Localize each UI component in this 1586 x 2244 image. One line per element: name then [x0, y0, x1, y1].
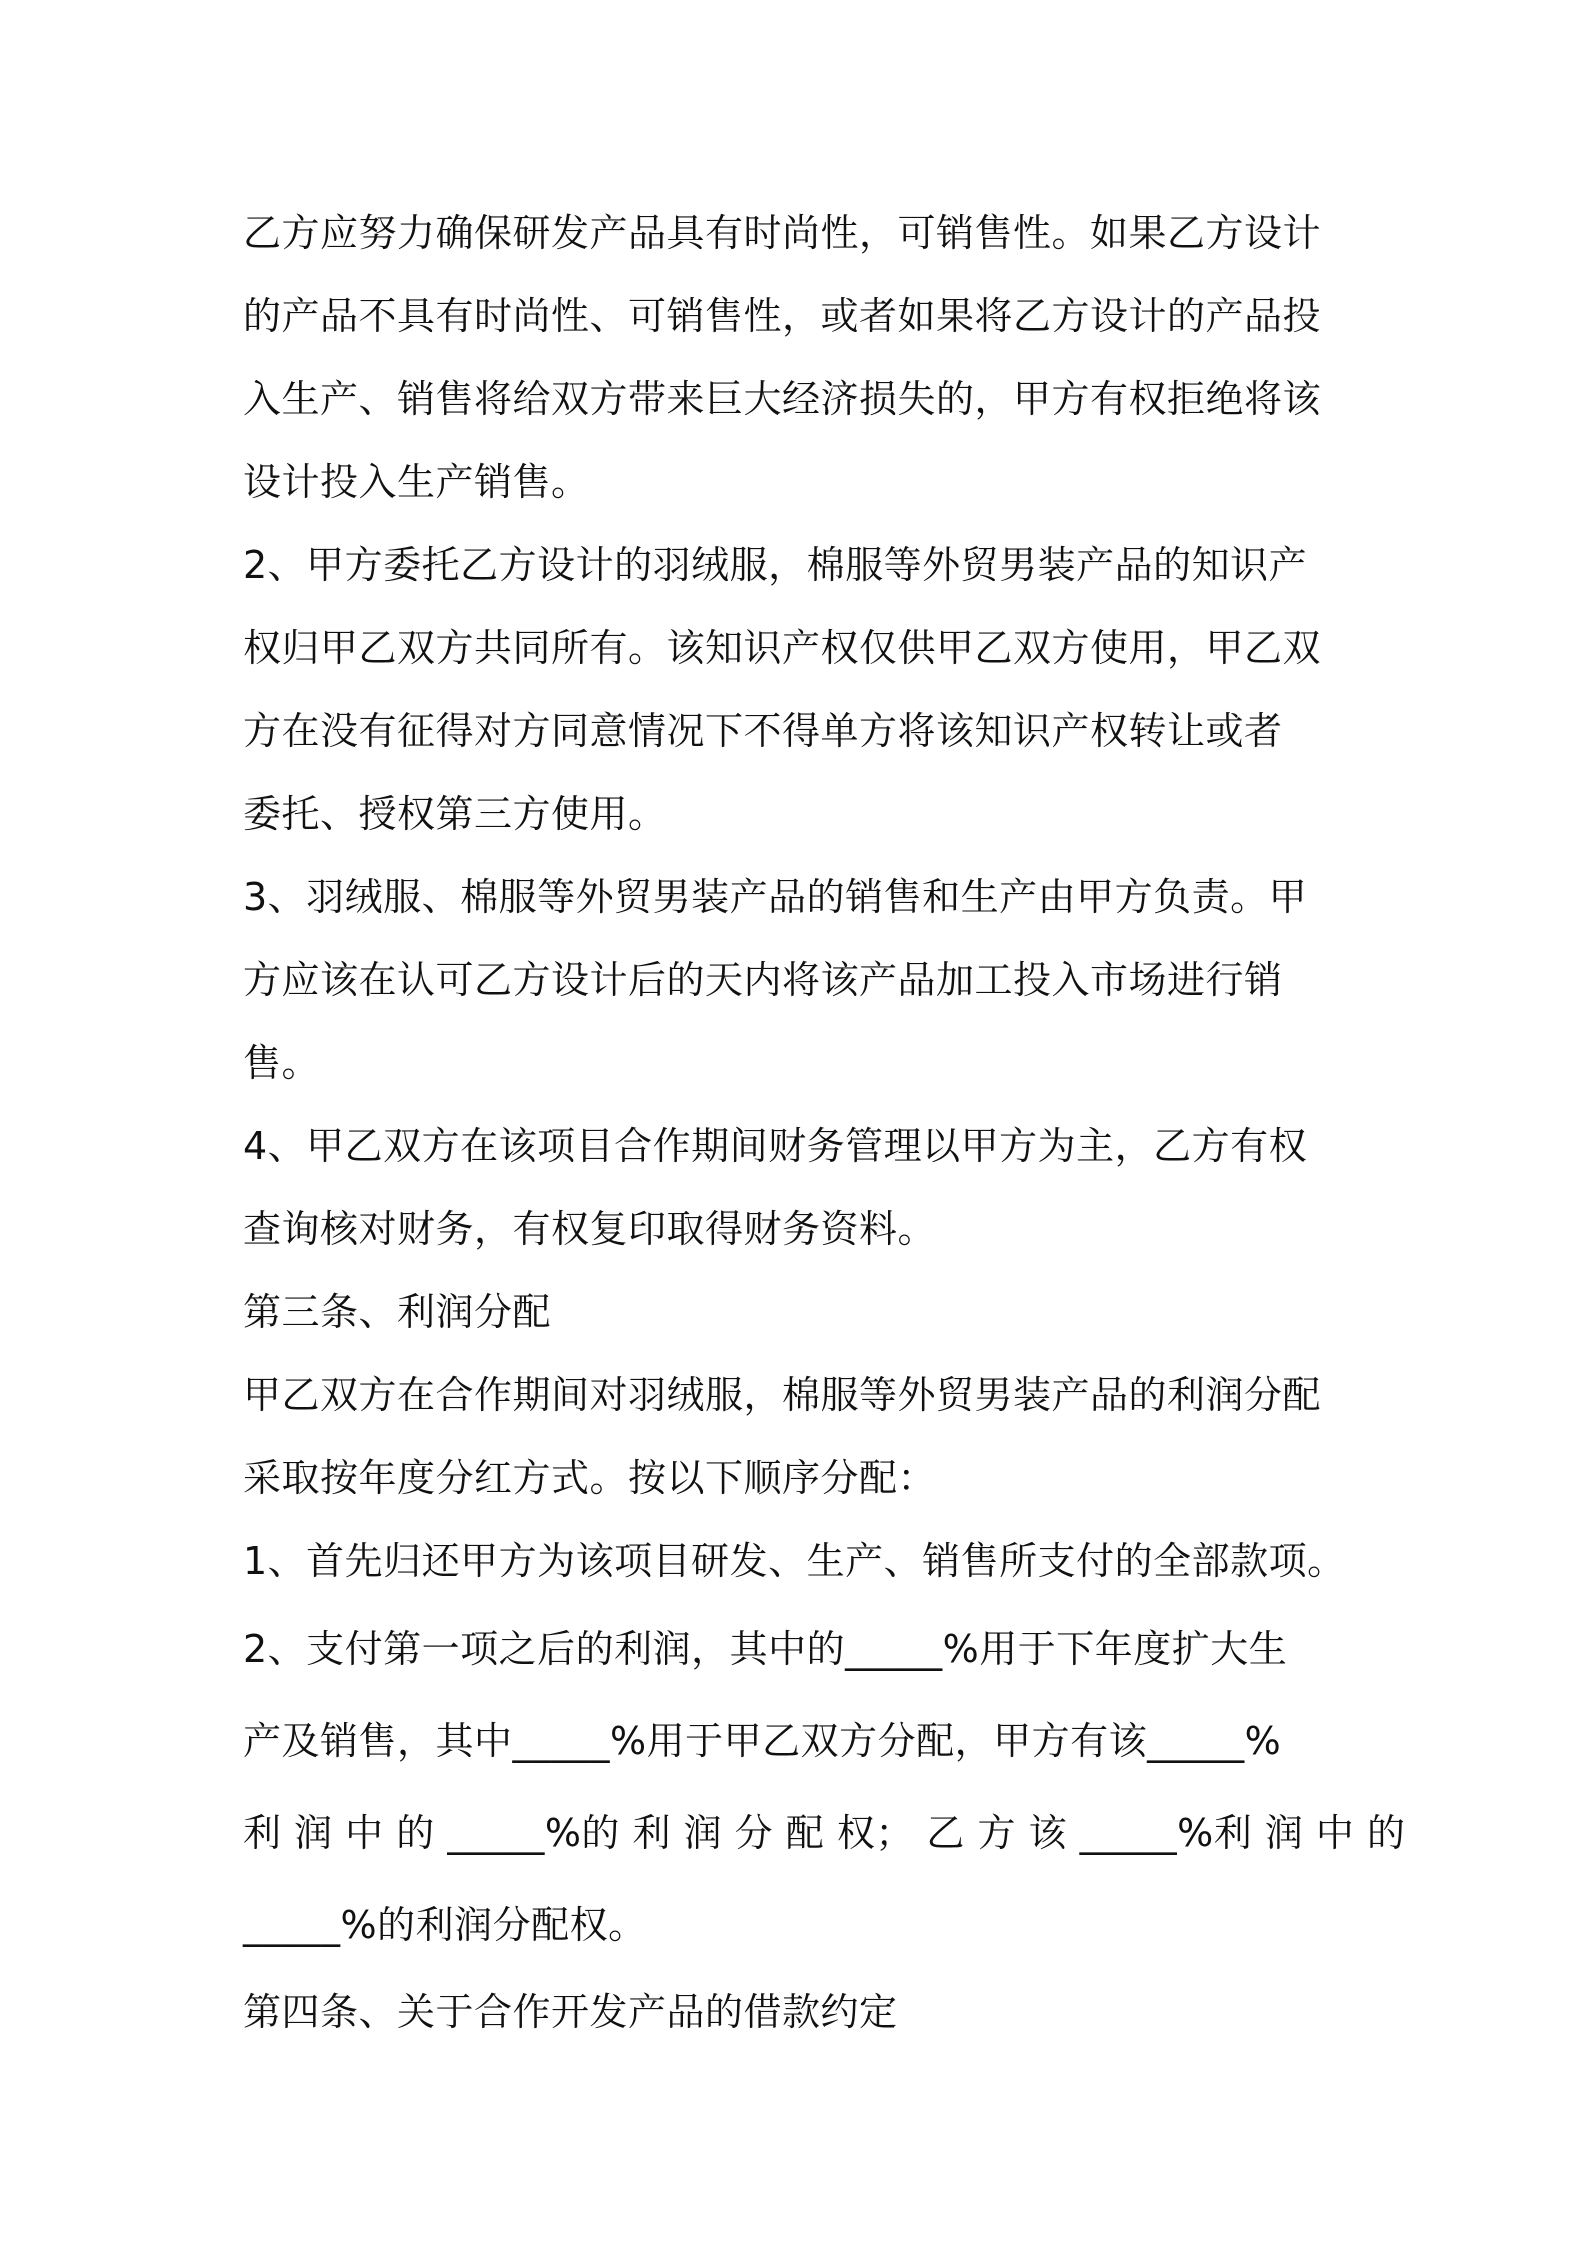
- section-heading-article-4: [243, 1971, 1363, 2054]
- text-line: 入生产、销售将给双方带来巨大经济损失的，甲方有权拒绝将该: [243, 377, 1322, 421]
- text-line: 乙方应努力确保研发产品具有时尚性，可销售性。如果乙方设计: [243, 211, 1322, 255]
- text-line: 4、甲乙双方在该项目合作期间财务管理以甲方为主，乙方有权: [243, 1124, 1308, 1168]
- text-line: 采取按年度分红方式。按以下顺序分配：: [243, 1456, 937, 1500]
- text-line: 2、支付第一项之后的利润，其中的_____%用于下年度扩大生: [243, 1627, 1288, 1671]
- text-line: 设计投入生产销售。: [243, 460, 590, 504]
- paragraph-item-4-finance: [243, 1105, 1363, 1271]
- text-line: 售。: [243, 1041, 321, 1085]
- text-line: 甲乙双方在合作期间对羽绒服，棉服等外贸男装产品的利润分配: [243, 1373, 1322, 1417]
- paragraph-profit-item-2: [243, 1603, 1406, 1971]
- text-line: 权归甲乙双方共同所有。该知识产权仅供甲乙双方使用，甲乙双: [243, 626, 1322, 670]
- paragraph-item-3-sales: [243, 856, 1363, 1105]
- paragraph-item-2-ip: [243, 524, 1363, 856]
- paragraph-design-marketability: [243, 192, 1363, 524]
- text-line: 方在没有征得对方同意情况下不得单方将该知识产权转让或者: [243, 709, 1283, 753]
- text-line: 2、甲方委托乙方设计的羽绒服，棉服等外贸男装产品的知识产: [243, 543, 1308, 587]
- text-line: 委托、授权第三方使用。: [243, 792, 667, 836]
- section-heading-article-3: [243, 1271, 1363, 1354]
- heading-text: 第三条、利润分配: [243, 1290, 552, 1334]
- text-line: 方应该在认可乙方设计后的天内将该产品加工投入市场进行销: [243, 958, 1283, 1002]
- text-line: 查询核对财务，有权复印取得财务资料。: [243, 1207, 937, 1251]
- heading-text: 第四条、关于合作开发产品的借款约定: [243, 1990, 898, 2034]
- text-line: 利 润 中 的 _____%的 利 润 分 配 权； 乙 方 该 _____%利 润 中 的: [243, 1811, 1406, 1855]
- document-body: [243, 192, 1406, 2054]
- text-line: 1、首先归还甲方为该项目研发、生产、销售所支付的全部款项。: [243, 1539, 1346, 1583]
- text-line: 产及销售，其中_____%用于甲乙双方分配，甲方有该_____%: [243, 1719, 1282, 1763]
- paragraph-profit-intro: [243, 1354, 1363, 1520]
- text-line: 3、羽绒服、棉服等外贸男装产品的销售和生产由甲方负责。甲: [243, 875, 1308, 919]
- text-line: 的产品不具有时尚性、可销售性，或者如果将乙方设计的产品投: [243, 294, 1322, 338]
- text-line: _____%的利润分配权。: [243, 1903, 647, 1947]
- paragraph-profit-item-1: [243, 1520, 1363, 1603]
